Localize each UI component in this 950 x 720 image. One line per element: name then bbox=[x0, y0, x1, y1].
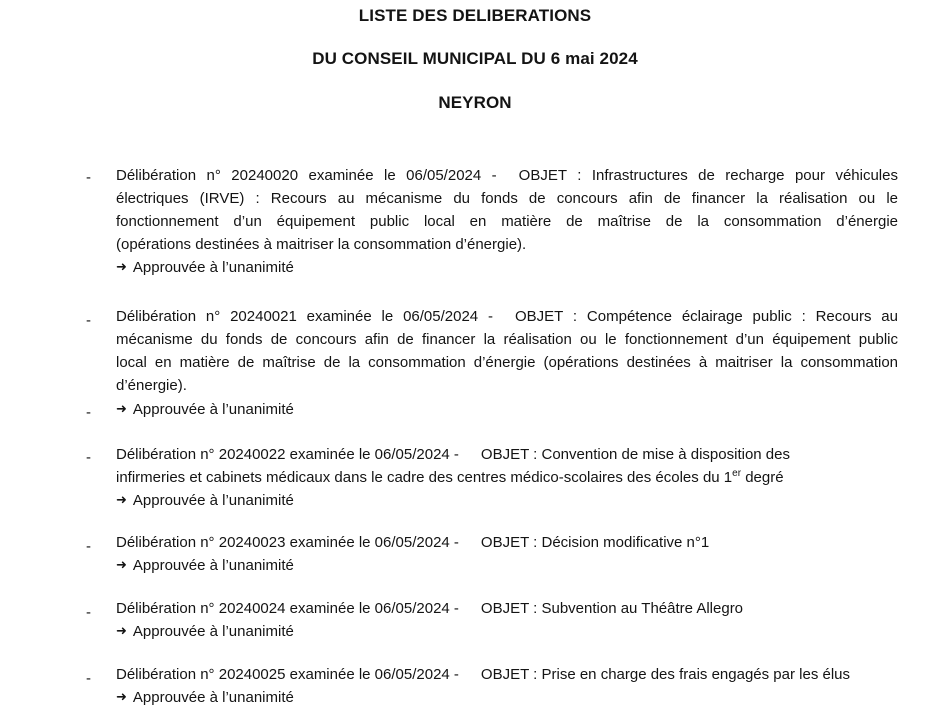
entry-line: (opérations destinées à maitriser la consommation d’énergie). bbox=[116, 236, 527, 253]
deliberation-item bbox=[116, 305, 898, 397]
commune-name: NEYRON bbox=[438, 93, 512, 112]
entry-line: local en matière de maîtrise de la consommation d’énergie (opérations destinées à maitriser la consommation bbox=[116, 354, 898, 371]
deliberation-item bbox=[116, 443, 898, 513]
objet-text: OBJET : Décision modificative n°1 bbox=[480, 534, 710, 551]
deliberation-item bbox=[116, 597, 898, 644]
result-text: Approuvée à l’unanimité bbox=[132, 623, 294, 640]
right-arrow-icon: ➜ bbox=[116, 260, 127, 275]
bullet-dash: - bbox=[86, 604, 91, 621]
bullet-dash: - bbox=[86, 312, 91, 329]
result-line bbox=[116, 398, 898, 422]
right-arrow-icon: ➜ bbox=[116, 558, 127, 573]
result-text: Approuvée à l’unanimité bbox=[132, 401, 294, 418]
objet-text: OBJET : Subvention au Théâtre Allegro bbox=[480, 600, 744, 617]
entry-line bbox=[116, 305, 898, 328]
deliberation-item bbox=[116, 164, 898, 280]
entry-line bbox=[116, 663, 898, 686]
ordinal-superscript: er bbox=[732, 468, 742, 479]
entry-line bbox=[116, 597, 898, 620]
objet-text: OBJET : Compétence éclairage public : Recours au bbox=[515, 308, 898, 325]
bullet-dash: - bbox=[86, 404, 91, 421]
objet-text: OBJET : Convention de mise à disposition des bbox=[480, 446, 790, 463]
entry-line: mécanisme du fonds de concours afin de financer la réalisation ou le fonctionnement d’un équipement public bbox=[116, 331, 898, 348]
deliberation-head: Délibération n° 20240020 examinée le 06/05/2024 - bbox=[116, 167, 497, 184]
entry-line: électriques (IRVE) : Recours au mécanisme du fonds de concours afin de financer la réalisation ou le bbox=[116, 190, 898, 207]
result-line bbox=[116, 489, 898, 513]
result-text: Approuvée à l’unanimité bbox=[132, 259, 294, 276]
entry-line bbox=[116, 466, 898, 489]
bullet-dash: - bbox=[86, 670, 91, 687]
result-text: Approuvée à l’unanimité bbox=[132, 689, 294, 706]
document-title: LISTE DES DELIBERATIONS bbox=[358, 6, 592, 25]
bullet-dash: - bbox=[86, 538, 91, 555]
entry-line bbox=[116, 164, 898, 187]
result-line bbox=[116, 554, 898, 578]
result-line bbox=[116, 686, 898, 710]
entry-line: d’énergie). bbox=[116, 377, 187, 394]
result-line bbox=[116, 256, 898, 280]
objet-text: OBJET : Infrastructures de recharge pour véhicules bbox=[518, 167, 898, 184]
result-line-wrap bbox=[116, 398, 898, 422]
entry-line bbox=[116, 443, 898, 466]
document-subtitle: DU CONSEIL MUNICIPAL DU 6 mai 2024 bbox=[312, 49, 638, 68]
right-arrow-icon: ➜ bbox=[116, 690, 127, 705]
result-text: Approuvée à l’unanimité bbox=[132, 492, 294, 509]
deliberation-item bbox=[116, 531, 898, 578]
deliberation-head: Délibération n° 20240022 examinée le 06/05/2024 - bbox=[116, 446, 459, 463]
deliberation-head: Délibération n° 20240021 examinée le 06/05/2024 - bbox=[116, 308, 493, 325]
result-text: Approuvée à l’unanimité bbox=[132, 557, 294, 574]
deliberation-head: Délibération n° 20240025 examinée le 06/05/2024 - bbox=[116, 666, 459, 683]
result-line bbox=[116, 620, 898, 644]
bullet-dash: - bbox=[86, 449, 91, 466]
right-arrow-icon: ➜ bbox=[116, 624, 127, 639]
right-arrow-icon: ➜ bbox=[116, 493, 127, 508]
objet-text: infirmeries et cabinets médicaux dans le cadre des centres médico-scolaires des écoles du 1 bbox=[116, 469, 733, 486]
objet-text: degré bbox=[741, 469, 784, 486]
objet-text: OBJET : Prise en charge des frais engagés par les élus bbox=[480, 666, 851, 683]
deliberation-head: Délibération n° 20240024 examinée le 06/05/2024 - bbox=[116, 600, 459, 617]
right-arrow-icon: ➜ bbox=[116, 402, 127, 417]
bullet-dash: - bbox=[86, 169, 91, 186]
deliberation-item bbox=[116, 663, 898, 710]
entry-line bbox=[116, 531, 898, 554]
deliberation-head: Délibération n° 20240023 examinée le 06/05/2024 - bbox=[116, 534, 459, 551]
entry-line: fonctionnement d’un équipement public local en matière de maîtrise de la consommation d’énergie bbox=[116, 213, 898, 230]
